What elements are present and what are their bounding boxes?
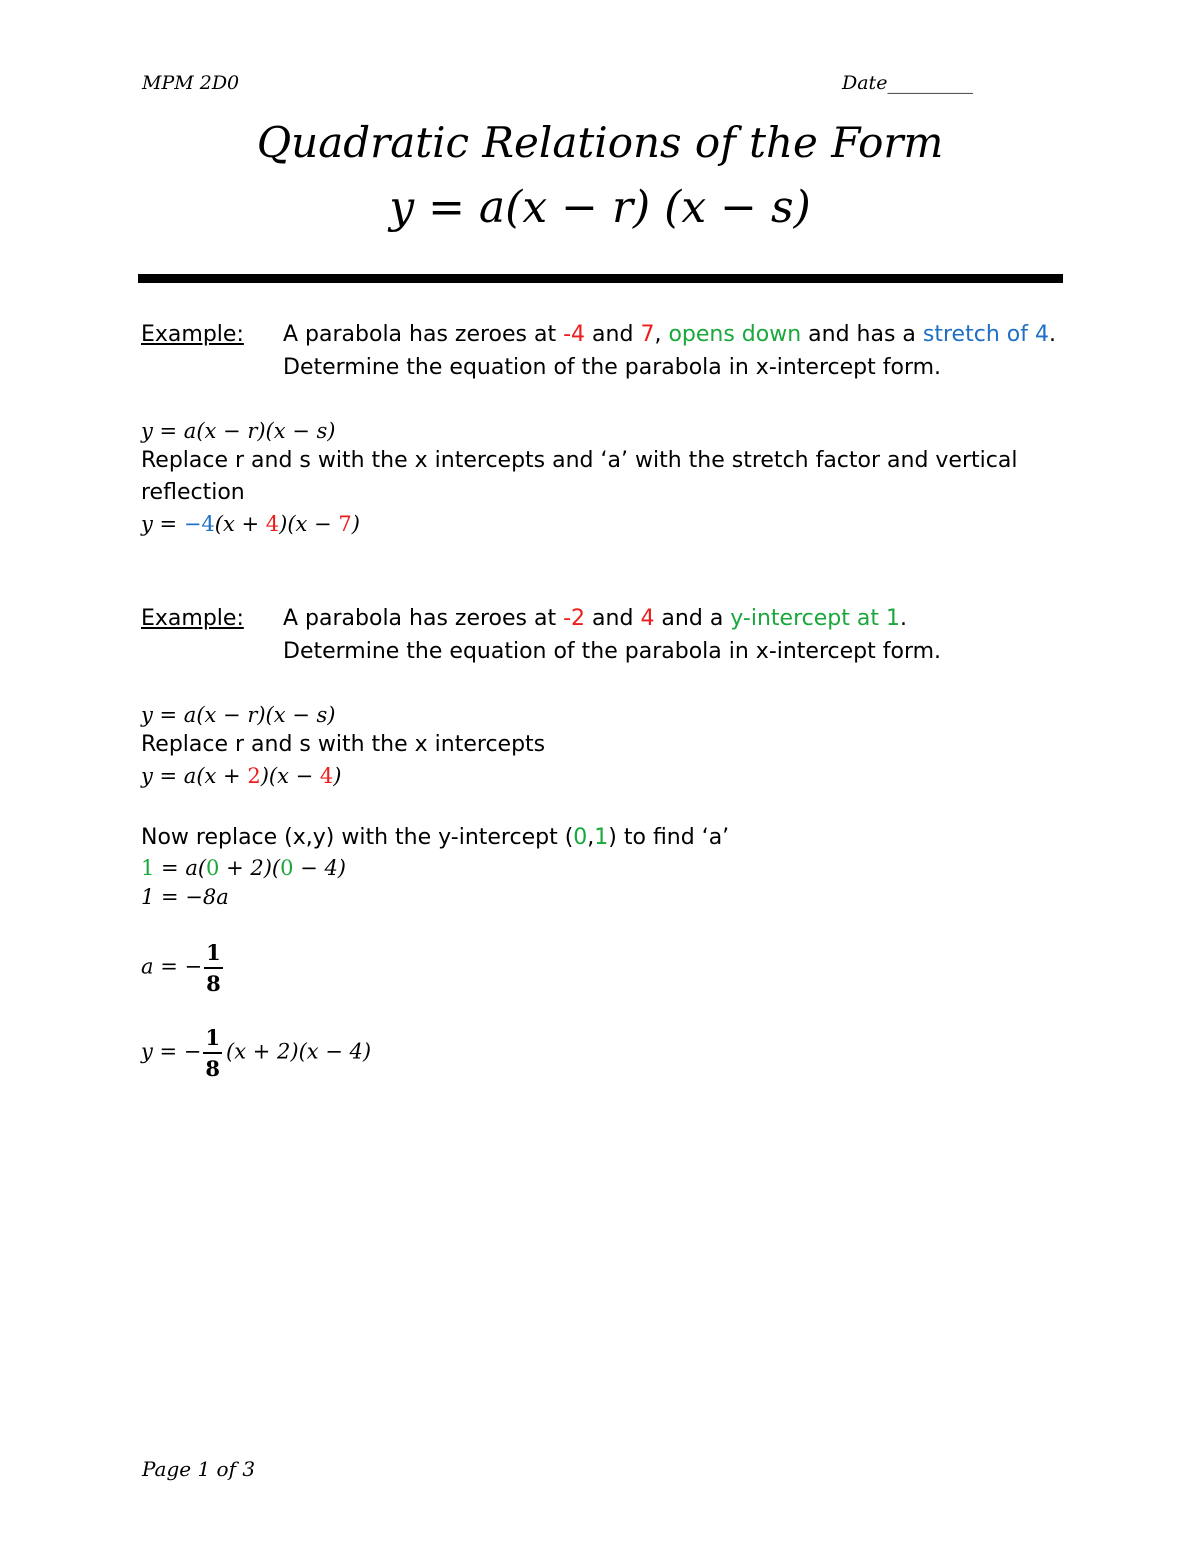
example-2-label: Example: — [141, 606, 244, 631]
title-divider — [138, 274, 1063, 283]
example-1-replace-text: Replace r and s with the x intercepts and ‘a’ with the stretch factor and vertical — [141, 448, 1018, 473]
example-2-intercept-equation: 1 = a(0 + 2)(0 − 4) — [141, 856, 346, 880]
zero-2: 7 — [640, 322, 655, 347]
date-field-label: Date_________ — [842, 72, 973, 94]
zero-2: 4 — [640, 606, 655, 631]
page-number: Page 1 of 3 — [142, 1457, 256, 1481]
zero-1: -4 — [563, 322, 586, 347]
example-1-final-equation: y = −4(x + 4)(x − 7) — [141, 512, 360, 536]
example-1-replace-text-cont: reflection — [141, 480, 245, 505]
example-2-problem-line-2: Determine the equation of the parabola in x-intercept form. — [283, 639, 942, 664]
example-1-general-equation: y = a(x − r)(x − s) — [141, 419, 336, 443]
example-2-general-equation: y = a(x − r)(x − s) — [141, 703, 336, 727]
stretch-text: stretch of 4 — [922, 322, 1049, 347]
example-1-problem-line-2: Determine the equation of the parabola in x-intercept form. — [283, 355, 942, 380]
zero-1: -2 — [563, 606, 586, 631]
example-1-problem-line-1: A parabola has zeroes at -4 and 7, opens down and has a stretch of 4. — [283, 322, 1056, 347]
page-title: Quadratic Relations of the Form — [256, 118, 944, 167]
example-2-now-replace-text: Now replace (x,y) with the y-intercept (0,1) to find ‘a’ — [141, 825, 730, 850]
example-2-problem-line-1: A parabola has zeroes at -2 and 4 and a y-intercept at 1. — [283, 606, 907, 631]
example-1-label: Example: — [141, 322, 244, 347]
example-2-simplified-equation: 1 = −8a — [141, 885, 229, 909]
page-title-formula: y = a(x − r) (x − s) — [389, 182, 811, 233]
opens-down-text: opens down — [668, 322, 802, 347]
example-2-a-value: a = − $\frac{1}{8}$ — [141, 940, 221, 996]
example-2-substituted-equation: y = a(x + 2)(x − 4) — [141, 764, 342, 788]
course-code: MPM 2D0 — [142, 72, 240, 94]
example-2-final-equation: y = − $\frac{1}{8}$ (x + 2)(x − 4) — [141, 1025, 372, 1081]
y-intercept-text: y-intercept at 1 — [730, 606, 900, 631]
example-2-replace-text: Replace r and s with the x intercepts — [141, 732, 546, 757]
